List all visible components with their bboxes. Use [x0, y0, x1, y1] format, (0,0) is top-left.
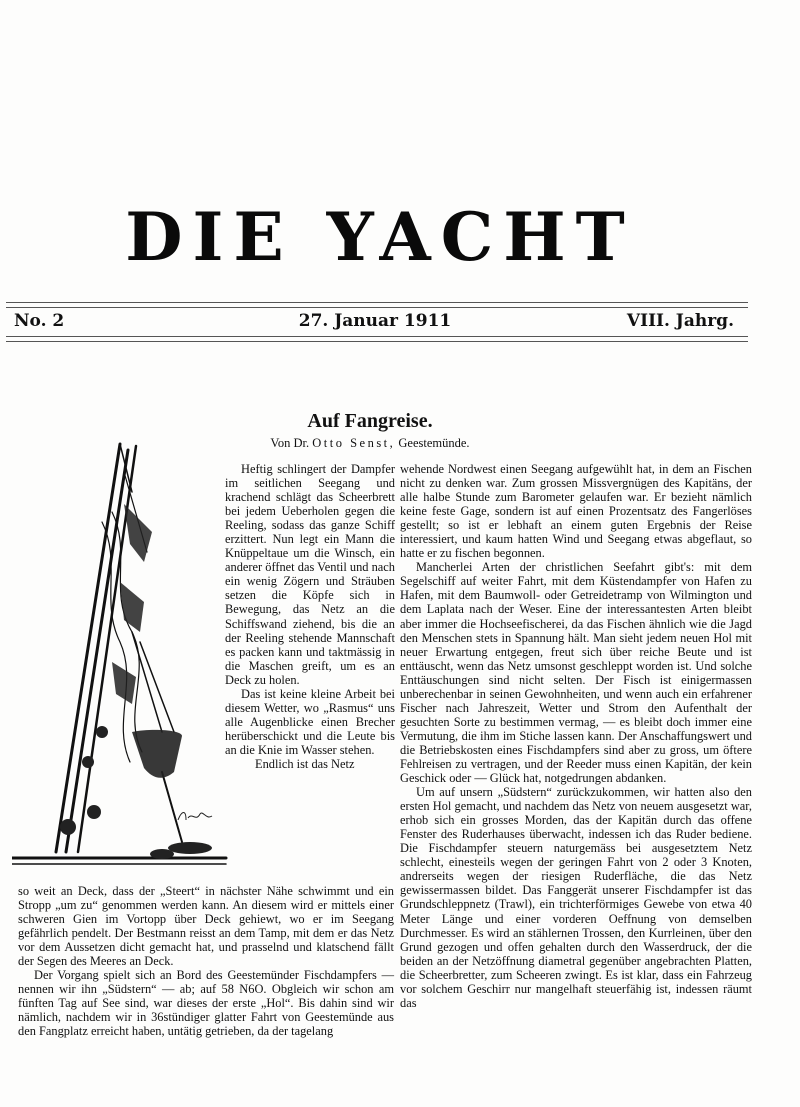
paragraph: Der Vorgang spielt sich an Bord des Geestemünder Fischdampfers — nennen wir ihn „Südstern“ — ab; auf 58 N6O. Obgleich wir schon am fünften Tag auf See sind, war dieses der erste „Hol“. Bis dahin sind wir nämlich, nachdem wir in 36stündiger glatter Fahrt von Geestemünde aus den Fangplatz erreicht haben, untätig getrieben, da der tagelang [18, 968, 394, 1039]
paragraph: Um auf unsern „Südstern“ zurückzukommen, wir hatten also den ersten Hol gemacht, und nachdem das Netz von neuem ausgesetzt war, erhob sich ein grosses Morden, das der Kapitän durch das offene Fenster des Ruderhauses überwacht, indessen ich das Ruder bediene. Die Fischdampfer steuern naturgemäss bei ausgesetztem Netz schlecht, einesteils wegen der geringen Fahrt von 2 oder 3 Knoten, andrerseits wegen der riesigen Ruderfläche, die das Netz gewissermassen bildet. Das Fanggerät unserer Fischdampfer ist das Grundschleppnetz (Trawl), ein trichterförmiges Gewebe von etwa 40 Meter Länge und einer vorderen Oeffnung von demselben Durchmesser. Es wird an stählernen Trossen, den Kurrleinen, über den Grund gezogen und offen gehalten durch den Wasserdruck, der die beiden an der Netzöffnung diametral gegenüber angebrachten Platten, die Scheerbretter, zum Scheeren zwingt. Es ist klar, dass ein Fahrzeug vor solchem Geschirr nur mangelhaft steuerfähig ist, indessen räumt das [400, 785, 752, 1010]
article-title: Auf Fangreise. [307, 410, 433, 432]
paragraph-continuation: so weit an Deck, dass der „Steert“ in nächster Nähe schwimmt und ein Stropp „um zu“ genommen werden kann. An diesem wird er mittels einer schweren Gien im Vortopp über Deck gehiewt, wo er im Seegang gefährlich pendelt. Der Bestmann reisst an dem Tamp, mit dem er das Netz vor dem Aussetzen dicht gemacht hat, und prasselnd und klatschend fällt der Segen des Meeres an Deck. [18, 884, 394, 969]
byline-place: Geestemünde. [398, 436, 470, 450]
article-byline [215, 436, 525, 451]
byline-author: Otto Senst, [312, 436, 396, 450]
issue-year: VIII. Jahrg. [626, 311, 734, 331]
paragraph-continuation: wehende Nordwest einen Seegang aufgewühlt hat, in dem an Fischen nicht zu denken war. Zum grossen Missvergnügen des Kapitäns, der alle halbe Stunde zum Barometer gelaufen war. Er bezieht nämlich keine feste Gage, sondern ist auf einen Prozentsatz des Fangerlöses gestellt; so ist er lebhaft an einem guten Ergebnis der Reise interessiert, und kaum hatten Wind und Seegang etwas abgeflaut, so hatte er zu fischen begonnen. [400, 462, 752, 561]
paragraph: Endlich ist das Netz [255, 756, 355, 771]
issue-number: No. 2 [14, 311, 65, 331]
paragraph: Heftig schlingert der Dampfer im seitlichen Seegang und krachend schlägt das Scheerbrett bei jedem Ueberholen gegen die Reeling, sodass das ganze Schiff erzittert. Nun legt ein Mann die Knüppeltaue um die Winsch, ein anderer öffnet das Ventil und nach ein wenig Zögern und Sträuben setzen die Köpfe sich in Bewegung, das Netz an die Schiffswand ziehend, bis die an der Reeling stehende Mannschaft es packen kann und taktmässig in die Maschen greift, um es an Deck zu holen. [225, 462, 395, 687]
issue-date: 27. Januar 1911 [298, 311, 452, 331]
article-column-right [400, 462, 752, 1010]
masthead-rule-top [6, 302, 748, 308]
illustration-signature-script [176, 806, 216, 826]
paragraph: Mancherlei Arten der christlichen Seefahrt gibt's: mit dem Segelschiff auf weiter Fahrt, mit dem Küstendampfer von Hafen zu Hafen, mit dem Baumwoll- oder Getreidetramp von Wilmington und dem Laplata nach der Weser. Eine der interessantesten Arten bleibt aber immer die Hochseefischerei, da das Fischen ähnlich wie die Jagd den Menschen stets in Spannung hält. Man sieht jedem neuen Hol mit neuer Erwartung entgegen, freut sich über reiche Beute und ist enttäuscht, wenn das Netz umsonst geschleppt worden ist. Und solche Enttäuschungen sind nicht selten. Der Fisch ist einigermassen unberechenbar in seinen Gewohnheiten, und wenn auch ein erfahrener Fischer nach Jahreszeit, Wetter und Strom den Aufenthalt der gesuchten Sorte zu bestimmen vermag, — es bleibt doch immer eine Vermutung, die ihm im Stiche lassen kann. Der Anschaffungswert und die Betriebskosten eines Fischdampfers sind aber zu gross, um öftere Fehlreisen zu vertragen, und der Reeder muss einen Kapitän, der kein Geschick oder — Glück hat, notgedrungen abdanken. [400, 560, 752, 786]
article-column-left-wide [18, 884, 394, 1039]
article-column-left-narrow [225, 462, 395, 771]
masthead-rule-bottom [6, 336, 748, 342]
byline-prefix: Von Dr. [270, 436, 310, 450]
masthead-title: DIE YACHT [125, 198, 635, 276]
issue-info-line [8, 311, 742, 333]
paragraph: Das ist keine kleine Arbeit bei diesem Wetter, wo „Rasmus“ uns alle Augenblicke einen Brecher herüberschickt und die Leute bis an die Knie im Wasser stehen. [225, 686, 395, 757]
